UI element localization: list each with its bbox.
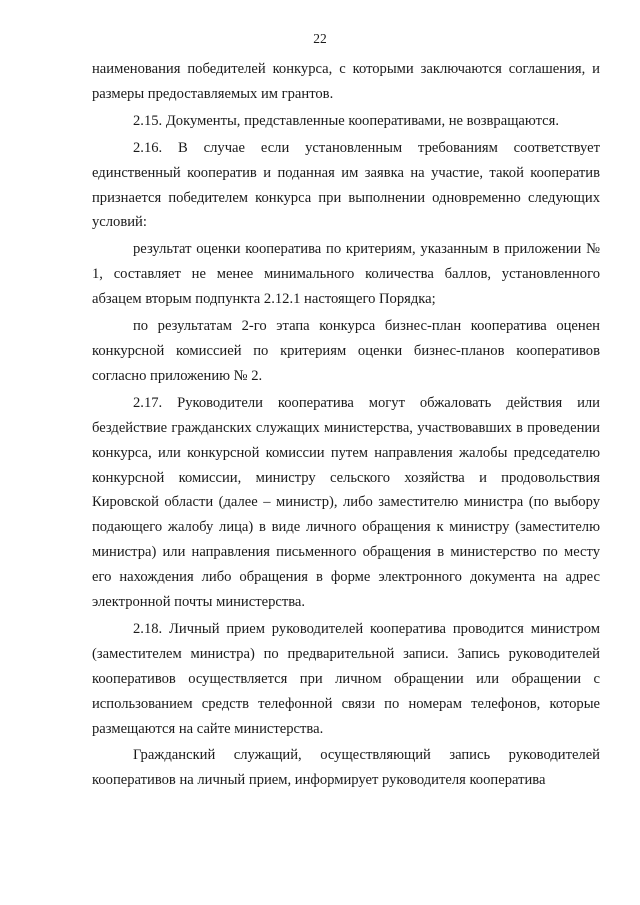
paragraph-2-17: 2.17. Руководители кооператива могут обжаловать действия или бездействие гражданских служащих министерства, участвовавших в проведении конкурса, или конкурсной комиссии путем направления жалобы председателю конкурсной комиссии, министру сельского хозяйства и продовольствия Кировской области (далее – министр), либо заместителю министра (по выбору подающего жалобу лица) в виде личного обращения к министру (заместителю министра) или направления письменного обращения в министерство по месту его нахождения либо обращения в форме электронного документа на адрес электронной почты министерства. xyxy=(92,394,600,611)
paragraph-condition-2: по результатам 2-го этапа конкурса бизнес-план кооператива оценен конкурсной комиссией по критериям оценки бизнес-планов кооперативов согласно приложению № 2. xyxy=(92,318,600,384)
paragraph-civil-servant: Гражданский служащий, осуществляющий запись руководителей кооперативов на личный прием, информирует руководителя кооператива xyxy=(92,747,600,789)
paragraph-condition-1: результат оценки кооператива по критериям, указанным в приложении № 1, составляет не менее минимального количества баллов, установленного абзацем вторым подпункта 2.12.1 настоящего Порядка; xyxy=(92,241,600,308)
paragraph-2-18: 2.18. Личный прием руководителей кооператива проводится министром (заместителем министра) по предварительной записи. Запись руководителей кооперативов осуществляется при личном обращении или обращении с использованием средств телефонной связи по номерам телефонов, которые размещаются на сайте министерства. xyxy=(92,620,600,737)
paragraph-continuation: наименования победителей конкурса, с которыми заключаются соглашения, и размеры предоставляемых им грантов. xyxy=(92,61,600,102)
page-number: 22 xyxy=(313,31,327,46)
paragraph-2-15: 2.15. Документы, представленные кооперативами, не возвращаются. xyxy=(133,112,560,129)
document-body xyxy=(92,57,600,795)
paragraph-2-16: 2.16. В случае если установленным требованиям соответствует единственный кооператив и поданная им заявка на участие, такой кооператив признается победителем конкурса при выполнении одновременно следующих условий: xyxy=(92,139,600,231)
